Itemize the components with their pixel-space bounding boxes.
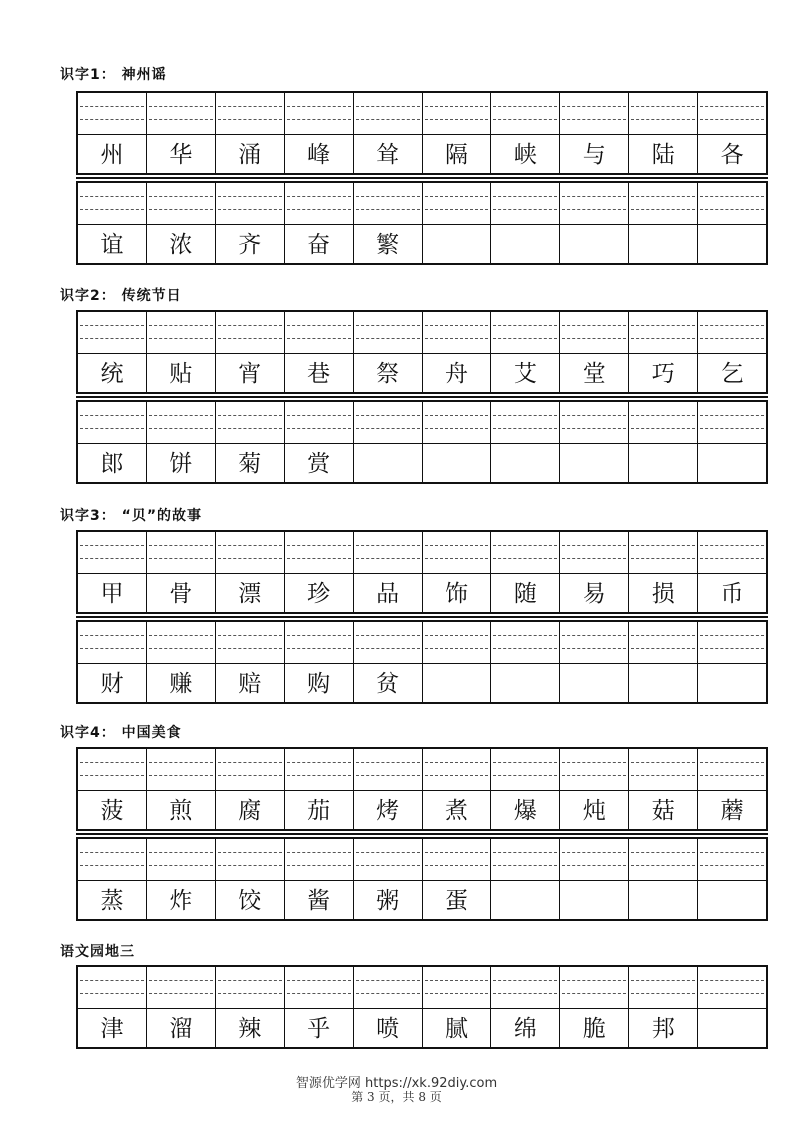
character-cell: 各 xyxy=(720,141,744,168)
character-cell: 易 xyxy=(560,574,629,614)
pinyin-row xyxy=(78,749,766,791)
pinyin-writing-cell xyxy=(491,402,560,443)
pinyin-writing-cell xyxy=(216,532,285,573)
pinyin-writing-cell xyxy=(147,622,216,663)
character-cell: 赏 xyxy=(285,444,354,484)
character-cell xyxy=(698,664,766,704)
character-grid xyxy=(76,747,768,921)
character-cell xyxy=(491,881,560,921)
practice-block xyxy=(76,91,768,175)
character-cell: 财 xyxy=(78,664,147,704)
character-cell: 乎 xyxy=(285,1009,354,1049)
pinyin-writing-cell xyxy=(629,312,698,353)
character-row xyxy=(78,664,766,704)
character-cell: 骨 xyxy=(147,574,216,614)
pinyin-writing-cell xyxy=(423,93,492,134)
character-cell xyxy=(698,881,766,921)
pinyin-writing-cell xyxy=(560,402,629,443)
pinyin-writing-cell xyxy=(216,93,285,134)
pinyin-writing-cell xyxy=(698,839,766,880)
character-cell xyxy=(560,225,629,265)
character-cell: 饼 xyxy=(147,444,216,484)
character-cell xyxy=(698,444,766,484)
character-cell: 郎 xyxy=(78,444,147,484)
section-title: 识字1： 神州谣 xyxy=(60,67,167,83)
character-cell: 祭 xyxy=(354,354,423,394)
pinyin-writing-cell xyxy=(147,183,216,224)
character-cell: 隔 xyxy=(423,135,492,175)
pinyin-row xyxy=(78,312,766,354)
pinyin-writing-cell xyxy=(285,93,354,134)
character-cell: 辣 xyxy=(216,1009,285,1049)
pinyin-writing-cell xyxy=(78,402,147,443)
character-cell: 菇 xyxy=(629,791,698,831)
pinyin-writing-cell xyxy=(560,312,629,353)
character-cell: 巷 xyxy=(285,354,354,394)
pinyin-writing-cell xyxy=(216,183,285,224)
pinyin-row xyxy=(78,839,766,881)
pinyin-writing-cell xyxy=(354,183,423,224)
pinyin-writing-cell xyxy=(629,402,698,443)
pinyin-writing-cell xyxy=(423,312,492,353)
character-cell: 蒸 xyxy=(78,881,147,921)
pinyin-writing-cell xyxy=(285,839,354,880)
pinyin-writing-cell xyxy=(354,967,423,1008)
character-cell: 耸 xyxy=(354,135,423,175)
pinyin-writing-cell xyxy=(78,622,147,663)
practice-block xyxy=(76,965,768,1049)
character-cell: 珍 xyxy=(285,574,354,614)
section-title: 语文园地三 xyxy=(60,944,135,960)
pinyin-writing-cell xyxy=(78,749,147,790)
character-cell: 腐 xyxy=(216,791,285,831)
practice-block xyxy=(76,530,768,614)
pinyin-writing-cell xyxy=(560,839,629,880)
pinyin-writing-cell xyxy=(629,967,698,1008)
pinyin-writing-cell xyxy=(423,967,492,1008)
section-title: 识字4： 中国美食 xyxy=(60,725,182,741)
character-grid xyxy=(76,530,768,704)
pinyin-writing-cell xyxy=(491,749,560,790)
character-cell: 币 xyxy=(720,580,744,607)
character-cell: 奋 xyxy=(285,225,354,265)
pinyin-writing-cell xyxy=(147,967,216,1008)
character-cell: 损 xyxy=(629,574,698,614)
character-cell: 赔 xyxy=(216,664,285,704)
character-cell: 蘑 xyxy=(720,797,744,824)
character-cell: 菊 xyxy=(216,444,285,484)
pinyin-writing-cell xyxy=(698,312,766,353)
character-cell: 宵 xyxy=(216,354,285,394)
pinyin-writing-cell xyxy=(216,622,285,663)
pinyin-writing-cell xyxy=(147,312,216,353)
character-row xyxy=(78,1009,766,1049)
pinyin-row xyxy=(78,93,766,135)
pinyin-writing-cell xyxy=(491,532,560,573)
character-cell: 酱 xyxy=(285,881,354,921)
character-cell: 随 xyxy=(491,574,560,614)
character-cell: 赚 xyxy=(147,664,216,704)
character-cell xyxy=(629,444,698,484)
pinyin-writing-cell xyxy=(629,183,698,224)
character-cell: 陆 xyxy=(629,135,698,175)
character-cell: 峰 xyxy=(285,135,354,175)
character-cell: 炖 xyxy=(560,791,629,831)
character-cell: 蛋 xyxy=(423,881,492,921)
page-number: 第 3 页，共 8 页 xyxy=(351,1090,442,1104)
pinyin-writing-cell xyxy=(285,402,354,443)
character-cell xyxy=(491,444,560,484)
pinyin-writing-cell xyxy=(491,312,560,353)
pinyin-writing-cell xyxy=(354,749,423,790)
character-cell xyxy=(629,664,698,704)
pinyin-row xyxy=(78,402,766,444)
character-cell xyxy=(698,1009,766,1049)
character-cell: 腻 xyxy=(423,1009,492,1049)
section-title: 识字3： “贝”的故事 xyxy=(60,508,203,524)
character-cell: 喷 xyxy=(354,1009,423,1049)
pinyin-row xyxy=(78,183,766,225)
character-cell xyxy=(491,225,560,265)
pinyin-writing-cell xyxy=(423,183,492,224)
character-cell xyxy=(423,444,492,484)
pinyin-writing-cell xyxy=(698,622,766,663)
character-cell: 贫 xyxy=(354,664,423,704)
character-cell: 漂 xyxy=(216,574,285,614)
character-cell: 茄 xyxy=(285,791,354,831)
character-cell xyxy=(423,664,492,704)
character-row xyxy=(78,444,766,484)
character-cell: 溜 xyxy=(147,1009,216,1049)
pinyin-writing-cell xyxy=(285,312,354,353)
character-row xyxy=(78,354,766,394)
pinyin-writing-cell xyxy=(147,839,216,880)
pinyin-writing-cell xyxy=(491,967,560,1008)
pinyin-writing-cell xyxy=(354,622,423,663)
character-cell: 繁 xyxy=(354,225,423,265)
character-cell: 烤 xyxy=(354,791,423,831)
character-cell xyxy=(629,881,698,921)
pinyin-writing-cell xyxy=(147,93,216,134)
pinyin-writing-cell xyxy=(78,967,147,1008)
pinyin-writing-cell xyxy=(560,532,629,573)
character-grid xyxy=(76,91,768,265)
pinyin-writing-cell xyxy=(147,749,216,790)
pinyin-writing-cell xyxy=(423,402,492,443)
character-cell: 品 xyxy=(354,574,423,614)
character-cell: 齐 xyxy=(216,225,285,265)
pinyin-writing-cell xyxy=(629,532,698,573)
pinyin-writing-cell xyxy=(560,93,629,134)
character-cell: 乞 xyxy=(720,360,744,387)
character-cell xyxy=(423,225,492,265)
pinyin-writing-cell xyxy=(78,183,147,224)
character-cell: 甲 xyxy=(78,574,147,614)
watermark-text: 智源优学网 https://xk.92diy.com xyxy=(295,1076,498,1091)
pinyin-row xyxy=(78,622,766,664)
character-cell xyxy=(491,664,560,704)
character-grid xyxy=(76,965,768,1049)
pinyin-writing-cell xyxy=(491,622,560,663)
character-cell xyxy=(629,225,698,265)
character-cell: 爆 xyxy=(491,791,560,831)
pinyin-writing-cell xyxy=(147,532,216,573)
pinyin-writing-cell xyxy=(78,532,147,573)
pinyin-writing-cell xyxy=(216,312,285,353)
pinyin-writing-cell xyxy=(698,532,766,573)
pinyin-writing-cell xyxy=(216,967,285,1008)
character-cell: 贴 xyxy=(147,354,216,394)
character-cell: 峡 xyxy=(491,135,560,175)
pinyin-writing-cell xyxy=(560,183,629,224)
practice-block xyxy=(76,620,768,704)
pinyin-writing-cell xyxy=(285,532,354,573)
character-cell: 堂 xyxy=(560,354,629,394)
character-cell xyxy=(560,444,629,484)
character-cell: 浓 xyxy=(147,225,216,265)
pinyin-writing-cell xyxy=(354,93,423,134)
pinyin-writing-cell xyxy=(423,622,492,663)
character-cell: 绵 xyxy=(491,1009,560,1049)
pinyin-writing-cell xyxy=(216,839,285,880)
pinyin-writing-cell xyxy=(629,93,698,134)
character-cell xyxy=(560,664,629,704)
pinyin-writing-cell xyxy=(629,839,698,880)
character-row xyxy=(78,574,766,614)
character-cell: 煮 xyxy=(423,791,492,831)
practice-block xyxy=(76,400,768,484)
pinyin-writing-cell xyxy=(285,622,354,663)
character-cell: 巧 xyxy=(629,354,698,394)
character-cell: 煎 xyxy=(147,791,216,831)
practice-block xyxy=(76,837,768,921)
pinyin-writing-cell xyxy=(560,622,629,663)
pinyin-writing-cell xyxy=(285,967,354,1008)
pinyin-writing-cell xyxy=(629,749,698,790)
character-cell: 粥 xyxy=(354,881,423,921)
pinyin-writing-cell xyxy=(698,749,766,790)
practice-block xyxy=(76,181,768,265)
pinyin-writing-cell xyxy=(560,749,629,790)
pinyin-writing-cell xyxy=(698,183,766,224)
character-cell: 涌 xyxy=(216,135,285,175)
character-cell: 谊 xyxy=(78,225,147,265)
pinyin-writing-cell xyxy=(216,402,285,443)
pinyin-writing-cell xyxy=(354,402,423,443)
character-row xyxy=(78,881,766,921)
pinyin-writing-cell xyxy=(491,183,560,224)
character-cell xyxy=(698,225,766,265)
section-title: 识字2： 传统节日 xyxy=(60,288,182,304)
character-row xyxy=(78,791,766,831)
character-cell: 购 xyxy=(285,664,354,704)
pinyin-writing-cell xyxy=(629,622,698,663)
character-row xyxy=(78,225,766,265)
pinyin-writing-cell xyxy=(285,749,354,790)
pinyin-writing-cell xyxy=(698,967,766,1008)
pinyin-writing-cell xyxy=(491,839,560,880)
character-cell: 饺 xyxy=(216,881,285,921)
character-cell: 与 xyxy=(560,135,629,175)
character-cell: 饰 xyxy=(423,574,492,614)
pinyin-row xyxy=(78,532,766,574)
character-cell: 统 xyxy=(78,354,147,394)
character-cell xyxy=(354,444,423,484)
character-cell: 州 xyxy=(78,135,147,175)
character-cell xyxy=(560,881,629,921)
practice-block xyxy=(76,747,768,831)
pinyin-writing-cell xyxy=(285,183,354,224)
character-grid xyxy=(76,310,768,484)
pinyin-writing-cell xyxy=(423,749,492,790)
character-cell: 邦 xyxy=(629,1009,698,1049)
character-row xyxy=(78,135,766,175)
character-cell: 津 xyxy=(78,1009,147,1049)
pinyin-writing-cell xyxy=(698,402,766,443)
pinyin-writing-cell xyxy=(78,839,147,880)
pinyin-writing-cell xyxy=(78,312,147,353)
character-cell: 艾 xyxy=(491,354,560,394)
character-cell: 脆 xyxy=(560,1009,629,1049)
pinyin-writing-cell xyxy=(354,532,423,573)
pinyin-writing-cell xyxy=(147,402,216,443)
pinyin-writing-cell xyxy=(78,93,147,134)
pinyin-writing-cell xyxy=(423,532,492,573)
pinyin-writing-cell xyxy=(698,93,766,134)
character-cell: 炸 xyxy=(147,881,216,921)
character-cell: 舟 xyxy=(423,354,492,394)
character-cell: 华 xyxy=(147,135,216,175)
pinyin-writing-cell xyxy=(216,749,285,790)
pinyin-writing-cell xyxy=(560,967,629,1008)
practice-block xyxy=(76,310,768,394)
pinyin-writing-cell xyxy=(354,312,423,353)
pinyin-row xyxy=(78,967,766,1009)
pinyin-writing-cell xyxy=(354,839,423,880)
pinyin-writing-cell xyxy=(423,839,492,880)
character-cell: 菠 xyxy=(78,791,147,831)
pinyin-writing-cell xyxy=(491,93,560,134)
